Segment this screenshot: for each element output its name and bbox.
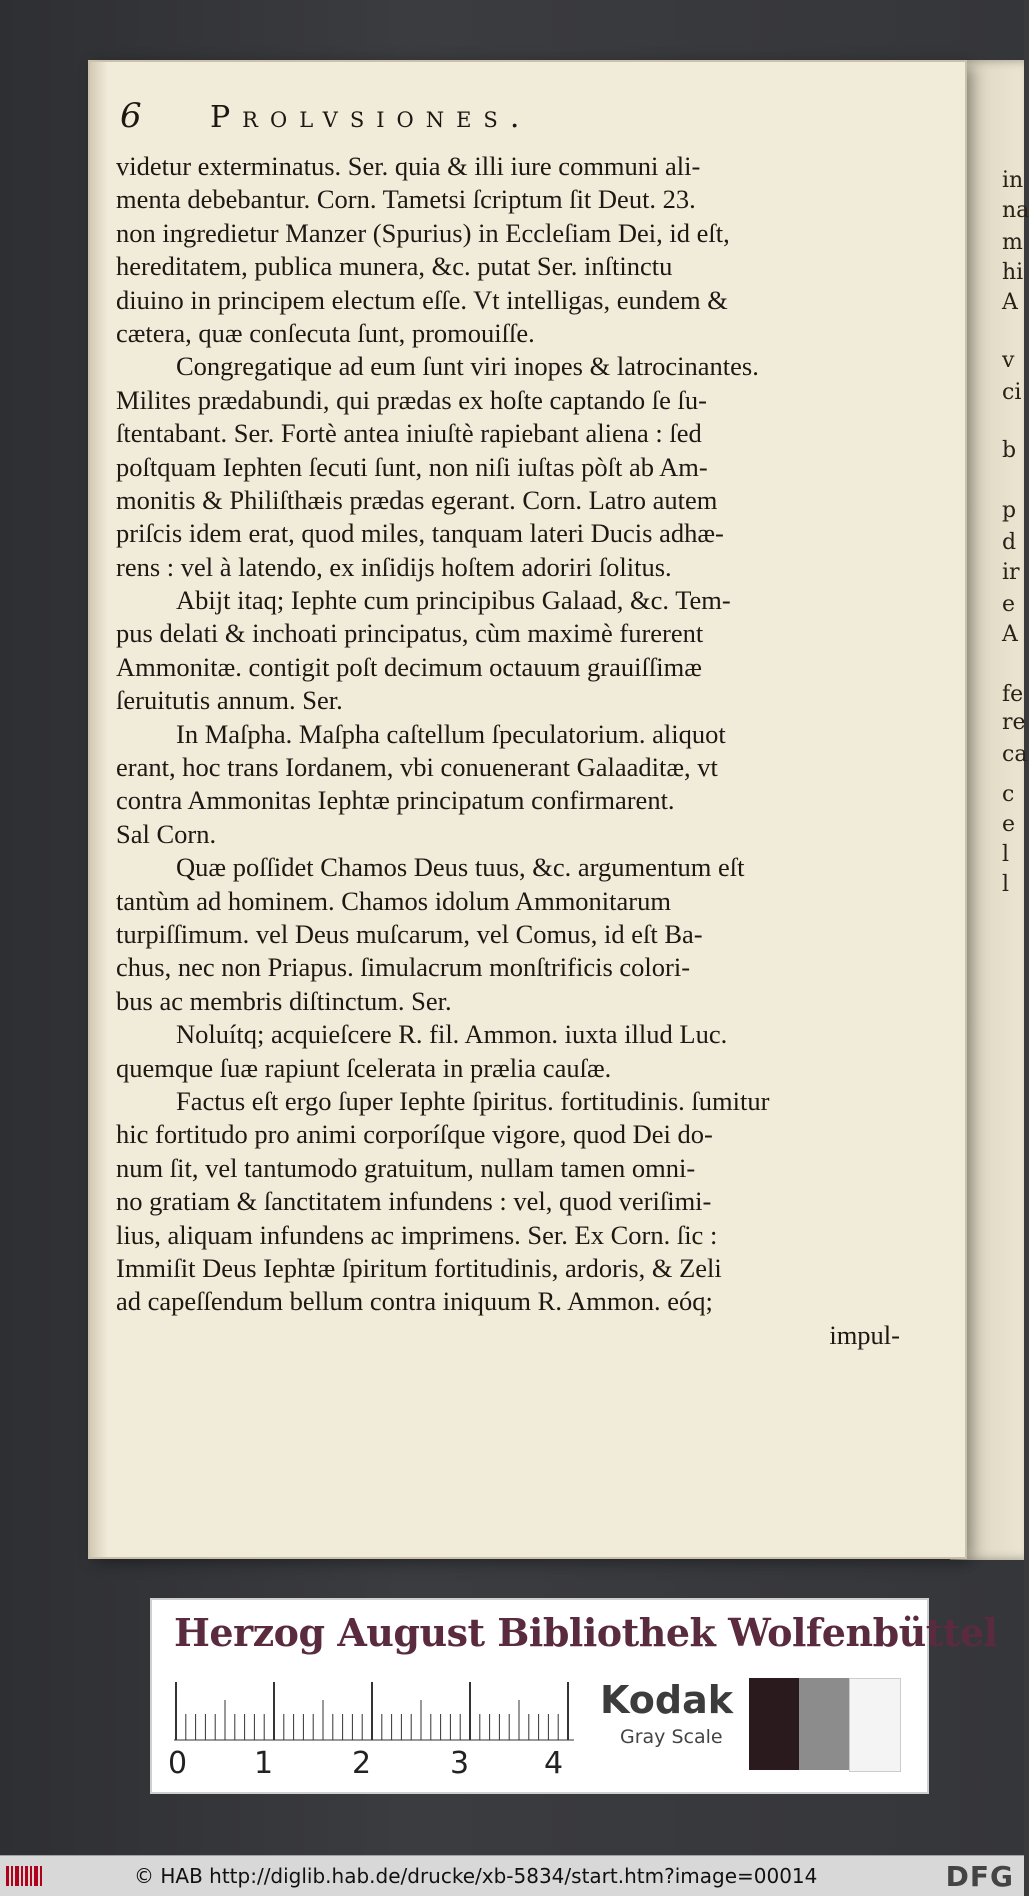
text-line: tantùm ad hominem. Chamos idolum Ammonitarum [116, 885, 671, 916]
facing-page-fragment: l [1002, 842, 1010, 867]
text-line: lius, aliquam infundens ac imprimens. Ser. Ex Corn. ſic : [116, 1219, 718, 1250]
text-line: turpiſſimum. vel Deus muſcarum, vel Comus, id eſt Ba- [116, 918, 703, 949]
text-line: hereditatem, publica munera, &c. putat Ser. inſtinctu [116, 251, 673, 282]
text-line: Congregatique ad eum ſunt viri inopes & latrocinantes. [176, 351, 759, 382]
facing-page-fragment: b [1002, 438, 1017, 463]
text-line: ſtentabant. Ser. Fortè antea iniuſtè rapiebant aliena : ſed [116, 418, 702, 449]
facing-page-fragment: A [1002, 290, 1018, 315]
text-line: In Maſpha. Maſpha caſtellum ſpeculatorium. aliquot [176, 718, 726, 749]
text-line: Milites prædabundi, qui prædas ex hoſte captando ſe ſu- [116, 384, 707, 415]
facing-page-fragment: hi [1002, 260, 1024, 285]
text-line: num ſit, vel tantumodo gratuitum, nullam tamen omni- [116, 1152, 696, 1183]
text-line: erant, hoc trans Iordanem, vbi conuenerant Galaaditæ, vt [116, 752, 718, 783]
text-line: chus, nec non Priapus. ſimulacrum monſtrificis colori- [116, 952, 691, 983]
facing-page-fragment: re [1002, 710, 1026, 735]
swatch-white [849, 1678, 901, 1772]
text-line: non ingredietur Manzer (Spurius) in Eccleſiam Dei, id eſt, [116, 217, 730, 248]
text-line: Noluítq; acquieſcere R. fil. Ammon. iuxta illud Luc. [176, 1019, 728, 1050]
facing-page-fragment: ca [1002, 742, 1028, 767]
text-line: Abijt itaq; Iephte cum principibus Galaad, &c. Tem- [176, 585, 731, 616]
swatch-mid-gray [799, 1678, 849, 1770]
facing-page-fragment: A [1002, 622, 1018, 647]
page-number: 6 [120, 96, 142, 136]
text-line: pus delati & inchoati principatus, cùm maximè furerent [116, 618, 704, 649]
facing-page-fragment: p [1002, 498, 1017, 523]
text-line: videtur exterminatus. Ser. quia & illi iure communi ali- [116, 151, 701, 181]
viewer-footer [0, 1855, 1024, 1896]
ruler-number: 2 [352, 1746, 372, 1781]
text-line: quemque ſuæ rapiunt ſcelerata in prælia cauſæ. [116, 1052, 612, 1083]
facing-page-fragment: c [1002, 782, 1015, 807]
text-line: hic fortitudo pro animi corporíſque vigore, quod Dei do- [116, 1119, 713, 1150]
text-line: rens : vel à latendo, ex inſidijs hoſtem adoriri ſolitus. [116, 551, 672, 582]
color-calibration-target [150, 1598, 998, 1794]
facing-page-fragment: m [1002, 230, 1023, 255]
facing-page-fragment: e [1002, 812, 1016, 837]
gray-scale-label: Gray Scale [620, 1726, 723, 1748]
text-line: poſtquam Iephten ſecuti ſunt, non niſi iuſtas pòſt ab Am- [116, 451, 708, 482]
dfg-logo: DFG [945, 1860, 1014, 1893]
ruler-number: 3 [450, 1746, 470, 1781]
body-text [116, 150, 922, 1352]
text-line: Sal Corn. [116, 818, 217, 849]
ruler-number: 4 [544, 1746, 564, 1781]
text-line: Ammonitæ. contigit poſt decimum octauum grauiſſimæ [116, 651, 702, 682]
ruler-number: 1 [254, 1746, 274, 1781]
facing-page-fragment: d [1002, 530, 1017, 555]
swatch-dark [749, 1678, 799, 1770]
text-line: contra Ammonitas Iephtæ principatum confirmarent. [116, 785, 675, 816]
ruler-number: 0 [168, 1746, 188, 1781]
facing-page-fragment: ci [1002, 380, 1022, 405]
text-line: no gratiam & ſanctitatem infundens : vel, quod veriſimi- [116, 1186, 712, 1217]
facing-page-fragment: e [1002, 592, 1016, 617]
page-header [120, 96, 860, 136]
facing-page-fragment: v [1002, 348, 1015, 373]
text-line: ſeruitutis annum. Ser. [116, 685, 343, 716]
facing-page-fragment: na [1002, 198, 1029, 223]
running-title: Prolvsiones. [210, 100, 532, 135]
text-line: menta debebantur. Corn. Tametsi ſcriptum ſit Deut. 23. [116, 184, 696, 215]
text-line: bus ac membris diſtinctum. Ser. [116, 985, 452, 1016]
source-url[interactable]: © HAB http://diglib.hab.de/drucke/xb-5834/start.htm?image=00014 [134, 1864, 818, 1888]
text-line: cætera, quæ conſecuta ſunt, promouiſſe. [116, 317, 535, 348]
facing-page-fragment: fe [1002, 682, 1024, 707]
library-name: Herzog August Bibliothek Wolfenbüttel [174, 1610, 998, 1655]
facing-page-fragment: ir [1002, 560, 1020, 585]
text-line: Immiſit Deus Iephtæ ſpiritum fortitudinis, ardoris, & Zeli [116, 1252, 722, 1283]
text-line: ad capeſſendum bellum contra iniquum R. Ammon. eóq; [116, 1286, 713, 1317]
barcode-icon [6, 1864, 46, 1888]
catchword: impul- [829, 1319, 900, 1350]
facing-page-fragment: in [1002, 168, 1024, 193]
text-line: Quæ poſſidet Chamos Deus tuus, &c. argumentum eſt [176, 852, 745, 883]
text-line: priſcis idem erat, quod miles, tanquam lateri Ducis adhæ- [116, 518, 724, 549]
text-line: monitis & Philiſthæis prædas egerant. Corn. Latro autem [116, 484, 718, 515]
text-line: Factus eſt ergo ſuper Iephte ſpiritus. fortitudinis. ſumitur [176, 1085, 770, 1116]
text-line: diuino in principem electum eſſe. Vt intelligas, eundem & [116, 284, 728, 315]
ruler-ticks [174, 1682, 594, 1744]
kodak-logo: Kodak [600, 1678, 733, 1722]
facing-page-fragment: l [1002, 872, 1010, 897]
